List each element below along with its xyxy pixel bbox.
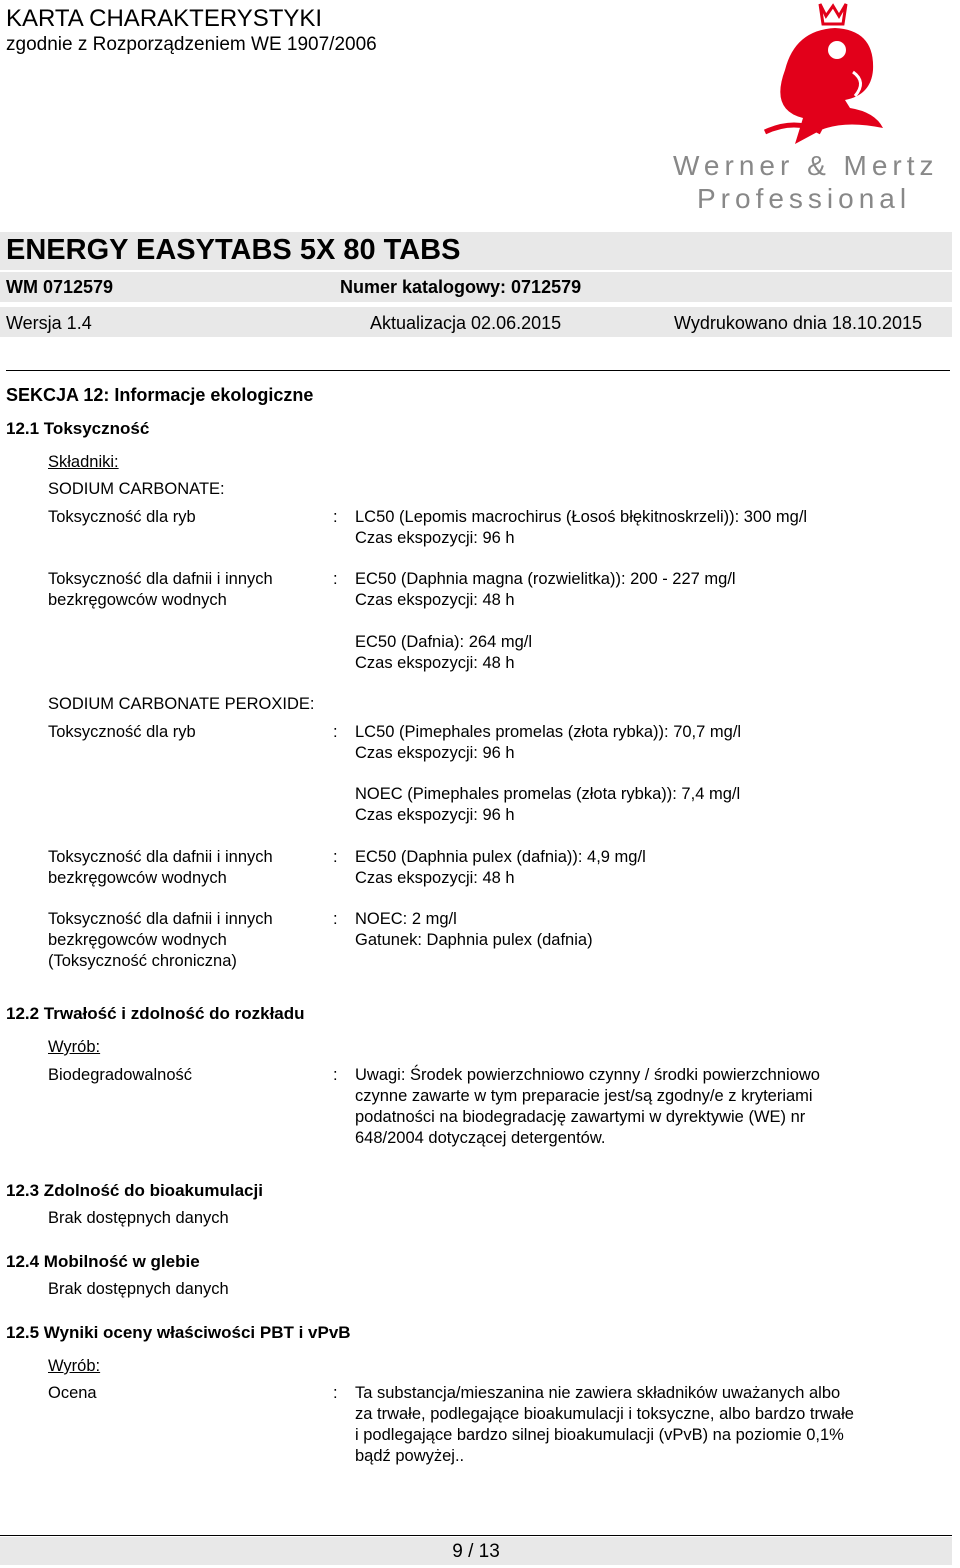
subsection-12-1-title: 12.1 Toksyczność [6,419,150,438]
frog-crown-logo-icon [725,0,925,148]
bioaccumulation-text: Brak dostępnych danych [48,1209,229,1227]
colon: : [333,570,338,588]
assessment-label: Ocena [48,1384,97,1402]
page-number: 9 / 13 [452,1541,500,1562]
biodegradability-value: Uwagi: Środek powierzchniowo czynny / środki powierzchniowo czynne zawarte w tym preparacie jest/są zgodny/e z kryteriami podatności na biodegradację zawartymi w dyrektywie (WE) nr 648/2004 dotyczącej detergentów. [355,1066,820,1147]
assessment-value: Ta substancja/mieszanina nie zawiera składników uważanych albo za trwałe, podlegające bioakumulacji i toksyczne, albo bardzo trwałe i podlegające bardzo silnej bioakumulacji (vPvB) na poziomie 0,1% bądź powyżej.. [355,1384,854,1465]
component-sodium-carbonate: SODIUM CARBONATE: [48,480,225,498]
document-subtitle: zgodnie z Rozporządzeniem WE 1907/2006 [6,34,377,55]
section-title: SEKCJA 12: Informacje ekologiczne [6,385,314,405]
daphnia-toxicity-value: EC50 (Daphnia magna (rozwielitka)): 200 - 227 mg/l Czas ekspozycji: 48 h [355,570,736,609]
colon: : [333,910,338,928]
print-date: Wydrukowano dnia 18.10.2015 [674,313,923,333]
subsection-12-3-title: 12.3 Zdolność do bioakumulacji [6,1181,263,1200]
footer-divider [0,1535,952,1536]
daphnia-toxicity-value: EC50 (Daphnia pulex (dafnia)): 4,9 mg/l Czas ekspozycji: 48 h [355,848,646,887]
daphnia-toxicity-value-2: EC50 (Dafnia): 264 mg/l Czas ekspozycji: 48 h [355,633,532,672]
daphnia-toxicity-label: Toksyczność dla dafnii i innych bezkręgowców wodnych [48,848,273,887]
biodegradability-label: Biodegradowalność [48,1066,193,1084]
section-divider [6,370,950,371]
product-name: ENERGY EASYTABS 5X 80 TABS [6,234,461,266]
daphnia-chronic-toxicity-value: NOEC: 2 mg/l Gatunek: Daphnia pulex (dafnia) [355,910,593,949]
daphnia-chronic-toxicity-label: Toksyczność dla dafnii i innych bezkręgowców wodnych (Toksyczność chroniczna) [48,910,273,970]
fish-toxicity-label: Toksyczność dla ryb [48,508,196,526]
logo-text-professional: Professional [697,183,912,214]
subsection-12-5-title: 12.5 Wyniki oceny właściwości PBT i vPvB [6,1323,351,1342]
colon: : [333,848,338,866]
fish-toxicity-label: Toksyczność dla ryb [48,723,196,741]
update-date: Aktualizacja 02.06.2015 [370,313,562,333]
components-label: Składniki: [48,453,119,471]
daphnia-toxicity-label: Toksyczność dla dafnii i innych bezkręgowców wodnych [48,570,273,609]
colon: : [333,508,338,526]
colon: : [333,1066,338,1084]
wm-number: WM 0712579 [6,277,114,297]
version: Wersja 1.4 [6,313,92,333]
product-label: Wyrób: [48,1357,101,1375]
subsection-12-2-title: 12.2 Trwałość i zdolność do rozkładu [6,1004,305,1023]
fish-noec-value: NOEC (Pimephales promelas (złota rybka)): 7,4 mg/l Czas ekspozycji: 96 h [355,785,741,824]
subsection-12-4-title: 12.4 Mobilność w glebie [6,1252,200,1271]
fish-toxicity-value: LC50 (Pimephales promelas (złota rybka)): 70,7 mg/l Czas ekspozycji: 96 h [355,723,742,762]
component-sodium-carbonate-peroxide: SODIUM CARBONATE PEROXIDE: [48,695,315,713]
product-label: Wyrób: [48,1038,101,1056]
document-title: KARTA CHARAKTERYSTYKI [6,5,323,32]
catalog-number: Numer katalogowy: 0712579 [340,277,582,297]
company-logo [655,0,945,215]
colon: : [333,1384,338,1402]
mobility-text: Brak dostępnych danych [48,1280,229,1298]
colon: : [333,723,338,741]
fish-toxicity-value: LC50 (Lepomis macrochirus (Łosoś błękitnoskrzeli)): 300 mg/l Czas ekspozycji: 96 h [355,508,808,547]
logo-text-werner-mertz: Werner & Mertz [673,150,939,181]
